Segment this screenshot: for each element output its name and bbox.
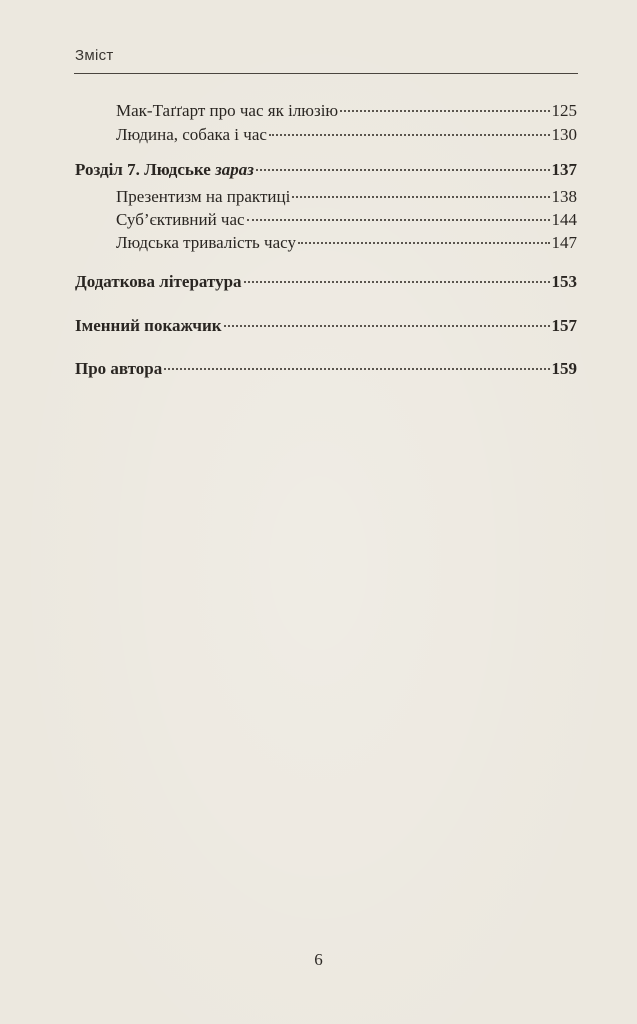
- toc-entry-title: Про автора: [75, 359, 163, 378]
- dot-leader: [224, 325, 550, 327]
- toc-entry-page: 138: [551, 187, 577, 206]
- toc-entry-title: Презентизм на практиці: [116, 187, 291, 206]
- toc-entry-page: 153: [551, 272, 577, 291]
- running-head: Зміст: [75, 47, 114, 64]
- toc-entry-page: 137: [551, 160, 577, 179]
- toc-entry: [116, 233, 577, 253]
- header-rule: [74, 73, 578, 74]
- toc-section-entry: [75, 272, 577, 292]
- toc-section-entry: [75, 359, 577, 379]
- toc-chapter-title: [75, 160, 254, 180]
- toc-entry: [116, 101, 577, 121]
- dot-leader: [256, 169, 550, 171]
- toc-entry-title: Мак-Таґґарт про час як ілюзію: [116, 101, 339, 120]
- dot-leader: [247, 219, 550, 221]
- toc-entry-page: 130: [551, 125, 577, 144]
- toc-entry-page: 157: [551, 316, 577, 335]
- toc-entry-title: Людина, собака і час: [116, 125, 267, 144]
- toc-chapter-entry: [75, 160, 577, 180]
- page-number: 6: [314, 950, 323, 969]
- toc-entry-page: 144: [551, 210, 577, 229]
- toc-entry-title: Додаткова література: [75, 272, 242, 291]
- toc-entry-page: 159: [551, 359, 577, 378]
- toc-entry: [116, 210, 577, 230]
- dot-leader: [340, 110, 549, 112]
- toc-entry-title: Суб’єктивний час: [116, 210, 245, 229]
- toc-entry: [116, 125, 577, 145]
- dot-leader: [244, 281, 550, 283]
- toc-entry-title: Іменний покажчик: [75, 316, 222, 335]
- chapter-title-italic: зараз: [215, 160, 254, 179]
- toc-entry-page: 125: [551, 101, 577, 120]
- toc-entry: [116, 187, 577, 207]
- toc-entry-page: 147: [551, 233, 577, 252]
- chapter-title-prefix: Розділ 7. Людське: [75, 160, 216, 179]
- dot-leader: [298, 242, 550, 244]
- toc-section-entry: [75, 316, 577, 336]
- dot-leader: [164, 368, 549, 370]
- dot-leader: [269, 134, 550, 136]
- dot-leader: [292, 196, 549, 198]
- toc-entry-title: Людська тривалість часу: [116, 233, 296, 252]
